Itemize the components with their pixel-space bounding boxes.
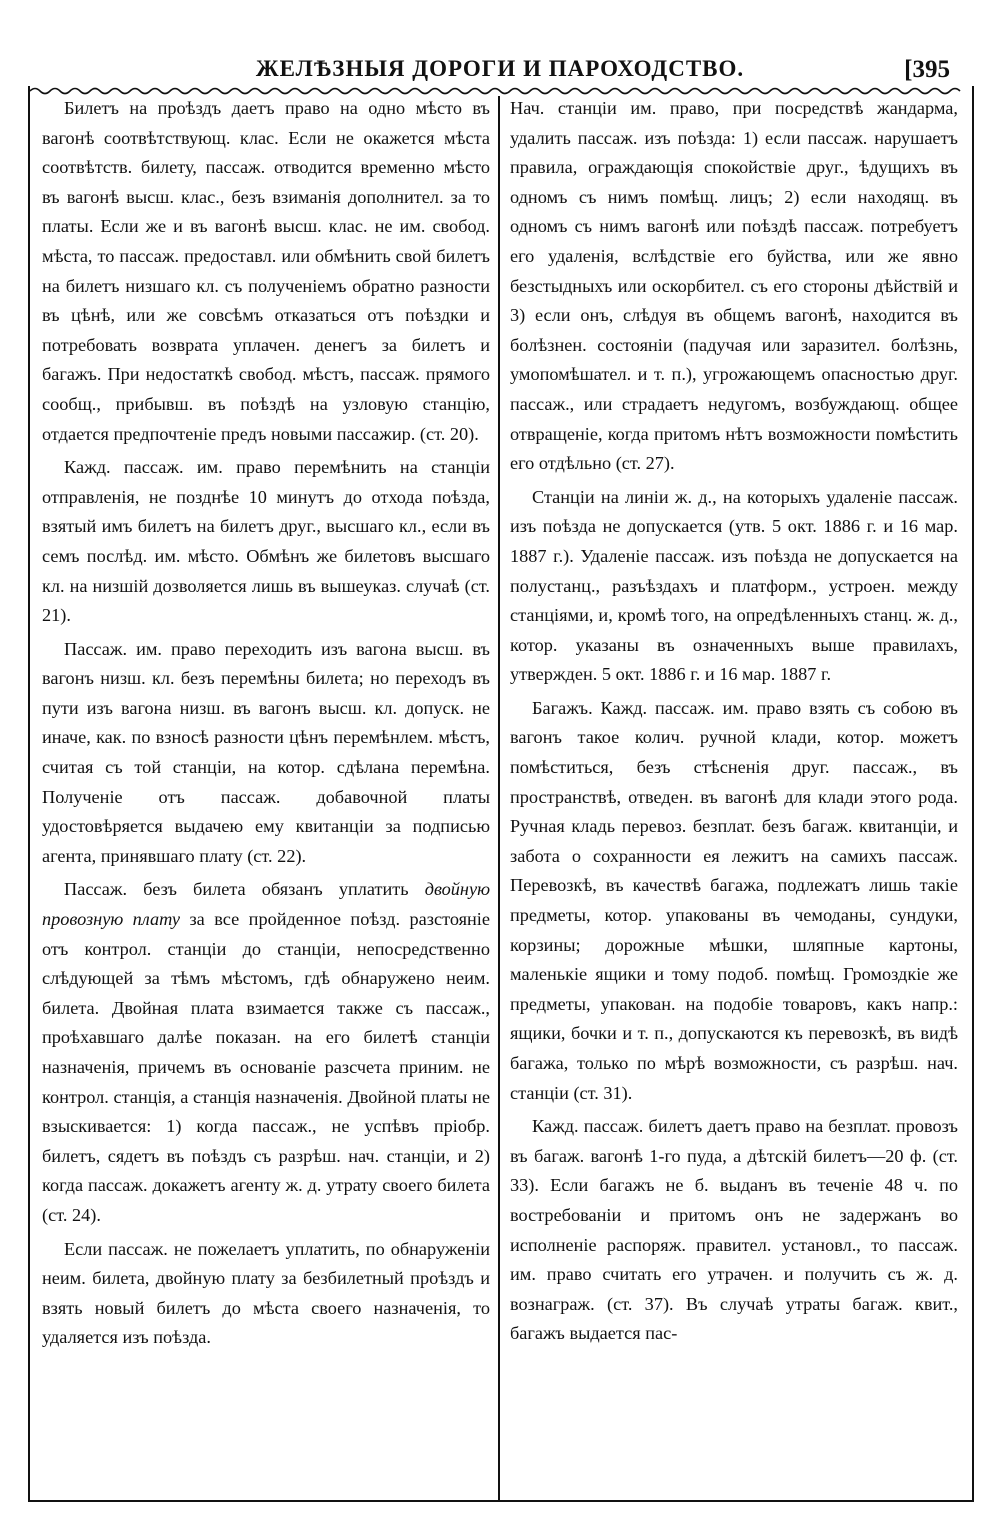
paragraph: Билетъ на проѣздъ даетъ право на одно мѣсто въ вагонѣ соотвѣтствующ. клас. Если не окажется мѣста соотвѣтств. билету, пассаж. отводится временно мѣсто въ вагонѣ высш. клас., безъ взиманія дополнител. за то платы. Если же и въ вагонѣ высш. клас. не им. свобод. мѣста, то пассаж. предоставл. или обмѣнить свой билетъ на билетъ низшаго кл. съ полученіемъ обратно разности въ цѣнѣ, или же совсѣмъ отказаться отъ поѣздки и потребовать возврата уплачен. денегъ за билетъ и багажъ. При недостаткѣ свобод. мѣстъ, пассаж. прямого сообщ., прибывш. въ поѣздѣ на узловую станцію, отдается предпочтеніе предъ новыми пассажир. (ст. 20). <box>42 98 490 444</box>
paragraph: Станціи на линіи ж. д., на которыхъ удаленіе пассаж. изъ поѣзда не допускается (утв. 5 окт. 1886 г. и 16 мар. 1887 г.). Удаленіе пассаж. изъ поѣзда не допускается на полустанц., разъѣздахъ и платформ., устроен. между станціями, и, кромѣ того, на опредѣленныхъ станц. ж. д., котор. указаны въ означенныхъ выше правилахъ, утвержден. 5 окт. 1886 г. и 16 мар. 1887 г. <box>510 486 958 685</box>
paragraph-text: Пассаж. безъ билета обязанъ уплатить <box>64 879 425 900</box>
paragraph: Если пассаж. не пожелаетъ уплатить, по обнаруженіи неим. билета, двойную плату за безбилетный проѣздъ и взять новый билетъ до мѣста своего назначенія, то удаляется изъ поѣзда. <box>42 1238 490 1348</box>
frame-right-rule <box>972 86 974 1502</box>
right-column <box>510 94 958 1494</box>
paragraph: Пассаж. им. право переходить изъ вагона высш. въ вагонъ низш. кл. безъ перемѣны билета; но переходъ въ пути изъ вагона низш. въ вагонъ высш. кл. допуск. не иначе, как. по взносѣ разности цѣнъ перемѣнлем. мѣстъ, считая съ той станціи, на котор. сдѣлана перемѣна. Полученіе отъ пассаж. добавочной платы удостовѣряется выдачею ему квитанціи за подписью агента, принявшаго плату (ст. 22). <box>42 638 490 866</box>
paragraph: Кажд. пассаж. им. право перемѣнить на станціи отправленія, не позднѣе 10 минутъ до отхода поѣзда, взятый имъ билетъ на билетъ друг., высшаго кл., если въ семъ послѣд. им. мѣсто. Обмѣнъ же билетовъ высшаго кл. на низшій дозволяется лишь въ вышеуказ. случаѣ (ст. 21). <box>42 457 490 626</box>
column-divider <box>498 96 500 1500</box>
frame-bottom-rule <box>28 1500 974 1502</box>
left-column <box>42 94 490 1494</box>
emphasized-text: двойную провозную плату <box>42 879 490 930</box>
paragraph <box>42 875 490 1230</box>
paragraph-text: за все пройденное поѣзд. разстояніе отъ контрол. станціи до станціи, непосредственно слѣдующей за тѣмъ мѣстомъ, гдѣ обнаружено неим. билета. Двойная плата взимается также съ пассаж., проѣхавшаго далѣе показан. на его билетѣ станціи назначенія, причемъ въ основаніе разсчета приним. не контрол. станція, а станція назначенія. Двойной платы не взыскивается: 1) когда пассаж., не успѣвъ пріобр. билетъ, сядетъ въ поѣздъ съ разрѣш. нач. станціи, и 2) когда пассаж. докажетъ агенту ж. д. утрату своего билета (ст. 24). <box>42 909 490 1225</box>
paragraph: Кажд. пассаж. билетъ даетъ право на безплат. провозъ въ багаж. вагонѣ 1-го пуда, а дѣтскій билетъ—20 ф. (ст. 33). Если багажъ не б. выданъ въ теченіе 48 ч. по востребованіи и притомъ онъ не задержанъ во исполненіе распоряж. правител. установл., то пассаж. им. право считать его утрачен. и получить съ ж. д. вознаграж. (ст. 37). Въ случаѣ утраты багаж. квит., багажъ выдается пас- <box>510 1116 958 1344</box>
page-header <box>30 56 970 90</box>
page-number: [395 <box>904 56 950 83</box>
frame-left-rule <box>28 86 30 1502</box>
paragraph: Багажъ. Кажд. пассаж. им. право взять съ собою въ вагонъ такое колич. ручной клади, котор. можетъ помѣститься, безъ стѣсненія друг. пассаж., въ пространствѣ, отведен. въ вагонѣ для клади этого рода. Ручная кладь перевоз. безплат. безъ багаж. квитанціи, и забота о сохранности ея лежитъ на самихъ пассаж. Перевозкѣ, въ качествѣ багажа, подлежатъ лишь такіе предметы, котор. упакованы въ чемоданы, сундуки, корзины; дорожные мѣшки, шляпные картоны, маленькіе ящики и тому подоб. помѣщ. Громоздкіе же предметы, упакован. на подобіе товаровъ, какъ напр.: ящики, бочки и т. п., допускаются къ перевозкѣ, въ видѣ багажа, только по мѣрѣ возможности, съ разрѣш. нач. станціи (ст. 31). <box>510 697 958 1103</box>
paragraph: Нач. станціи им. право, при посредствѣ жандарма, удалить пассаж. изъ поѣзда: 1) если пассаж. нарушаетъ правила, ограждающія спокойствіе друг., ѣдущихъ въ одномъ съ нимъ помѣщ. лицъ; 2) если находящ. въ одномъ съ нимъ вагонѣ или поѣздѣ пассаж. потребуетъ его удаленія, вслѣдствіе его буйства, или же явно безстыдныхъ или оскорбител. съ его стороны дѣйствій и 3) если онъ, слѣдуя въ общемъ вагонѣ, находится въ болѣзнен. состояніи (падучая или заразител. болѣзнь, умопомѣшател. и т. п.), угрожающемъ опасностью друг. пассаж., или страдаетъ недугомъ, возбуждающ. общее отвращеніе, когда притомъ нѣтъ возможности помѣстить его отдѣльно (ст. 27). <box>510 98 958 474</box>
running-title: ЖЕЛѢЗНЫЯ ДОРОГИ И ПАРОХОДСТВО. <box>255 56 745 81</box>
